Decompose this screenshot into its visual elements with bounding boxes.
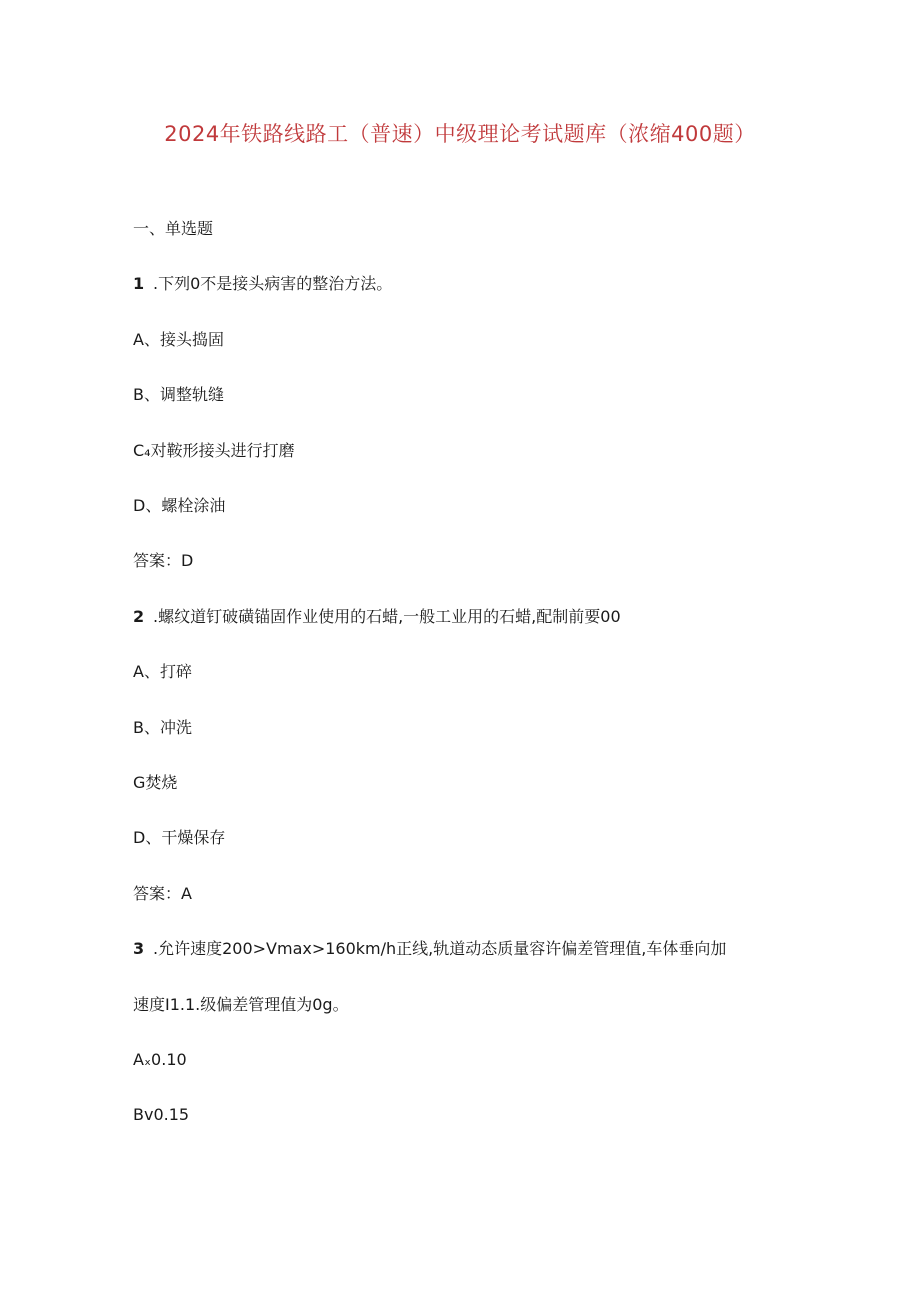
question-text: .下列0不是接头病害的整治方法。 bbox=[153, 274, 393, 293]
question-text-continued: 速度I1.1.级偏差管理值为0g。 bbox=[133, 995, 349, 1014]
question-text: .螺纹道钉破磺锚固作业使用的石蜡,一般工业用的石蜡,配制前要00 bbox=[153, 607, 621, 626]
option-b: B、冲洗 bbox=[133, 718, 192, 737]
option-c: C₄对鞍形接头进行打磨 bbox=[133, 441, 295, 460]
question-number: 3 bbox=[133, 939, 145, 958]
question-3 bbox=[133, 938, 726, 960]
option-a: A、打碎 bbox=[133, 662, 192, 681]
question-number: 1 bbox=[133, 274, 145, 293]
section-heading: 一、单选题 bbox=[133, 219, 214, 238]
answer: 答案：A bbox=[133, 884, 192, 903]
question-1 bbox=[133, 273, 392, 295]
option-a: Aₓ0.10 bbox=[133, 1050, 187, 1069]
option-b: B、调整轨缝 bbox=[133, 385, 224, 404]
answer: 答案：D bbox=[133, 551, 194, 570]
question-2 bbox=[133, 606, 621, 628]
option-a: A、接头捣固 bbox=[133, 330, 224, 349]
option-d: D、螺栓涂油 bbox=[133, 496, 226, 515]
option-b: Bv0.15 bbox=[133, 1105, 190, 1124]
document-title: 2024年铁路线路工（普速）中级理论考试题库（浓缩400题） bbox=[164, 122, 756, 146]
option-d: D、干燥保存 bbox=[133, 828, 226, 847]
option-c: G焚烧 bbox=[133, 773, 178, 792]
question-number: 2 bbox=[133, 607, 145, 626]
question-text: .允许速度200>Vmax>160km/h正线,轨道动态质量容许偏差管理值,车体垂向加 bbox=[153, 939, 727, 958]
